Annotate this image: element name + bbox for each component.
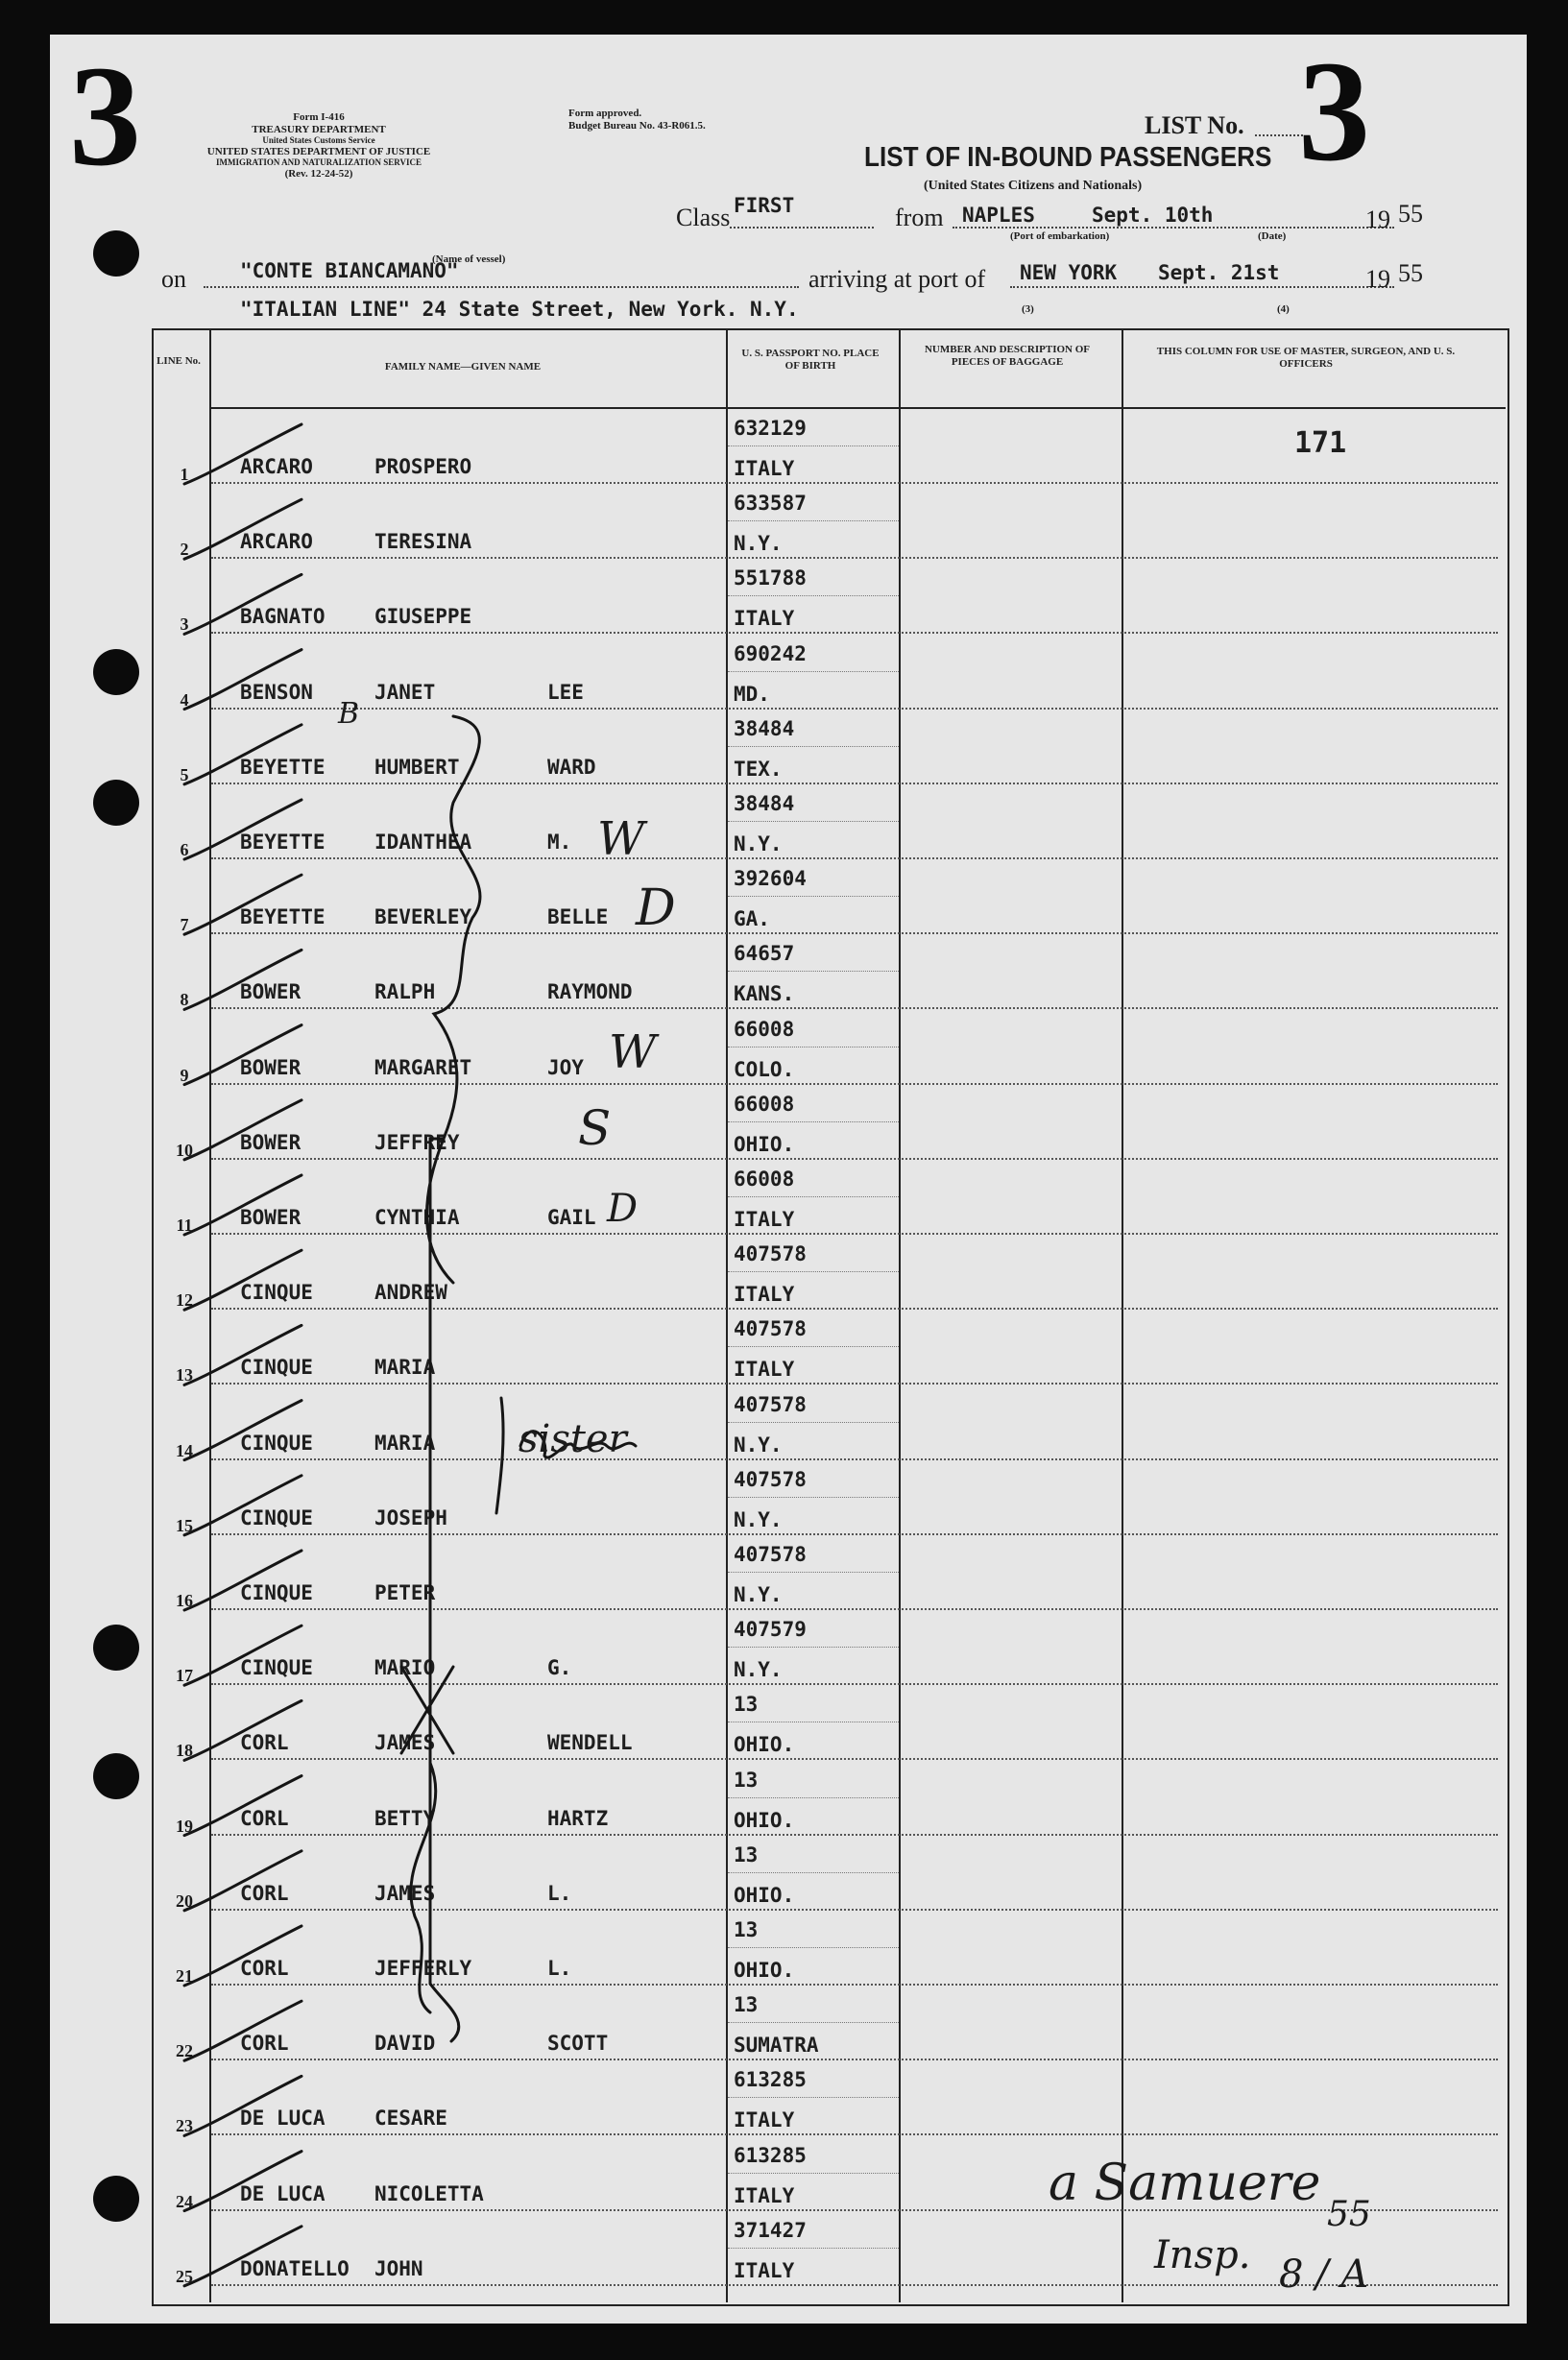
line-number: 13 <box>176 1365 193 1385</box>
given-name: HUMBERT <box>374 755 460 779</box>
passport-number: 407578 <box>734 1543 807 1566</box>
passport-number: 38484 <box>734 716 795 740</box>
middle-name: L. <box>547 1957 572 1980</box>
passport-number: 407579 <box>734 1618 807 1642</box>
passport-number: 632129 <box>734 417 807 440</box>
col-header-line-no: LINE No. <box>157 355 201 367</box>
col-header-baggage: NUMBER AND DESCRIPTION OF PIECES OF BAGGAGE <box>924 344 1091 369</box>
family-name: BEYETTE <box>240 905 326 929</box>
line-number: 23 <box>176 2116 193 2136</box>
immigration-service: IMMIGRATION AND NATURALIZATION SERVICE <box>216 157 422 168</box>
family-name: CORL <box>240 2032 289 2056</box>
given-name: PETER <box>374 1581 436 1604</box>
passport-number: 633587 <box>734 492 807 516</box>
line-number: 5 <box>180 764 189 784</box>
port-note: (Port of embarkation) <box>1010 230 1110 242</box>
form-number: Form I-416 <box>293 111 345 123</box>
line-number: 3 <box>180 614 189 635</box>
given-name: BEVERLEY <box>374 905 472 929</box>
place-of-birth: ITALY <box>734 607 795 631</box>
given-name: DAVID <box>374 2032 436 2056</box>
given-name: MARIA <box>374 1431 436 1455</box>
on-label: on <box>161 265 186 293</box>
passport-number: 407578 <box>734 1242 807 1266</box>
written-list-number: 171 <box>1294 426 1347 460</box>
shipping-line: "ITALIAN LINE" 24 State Street, New York. N.Y. <box>240 298 799 321</box>
budget-bureau: Budget Bureau No. 43-R061.5. <box>568 119 706 132</box>
family-name: CINQUE <box>240 1656 313 1680</box>
place-of-birth: N.Y. <box>734 1658 783 1682</box>
given-name: BETTY <box>374 1806 436 1830</box>
line-number: 15 <box>176 1515 193 1535</box>
family-name: BOWER <box>240 1130 302 1154</box>
middle-name: GAIL <box>547 1206 596 1229</box>
check-mark <box>184 2076 302 2135</box>
family-name: BEYETTE <box>240 831 326 854</box>
place-of-birth: GA. <box>734 907 770 931</box>
family-name: ARCARO <box>240 530 313 554</box>
officer-signature-note: Insp. <box>1154 2233 1251 2277</box>
given-name: JEFFREY <box>374 1130 460 1154</box>
date-note: (Date) <box>1258 230 1287 242</box>
check-mark <box>184 1626 302 1685</box>
line-number: 2 <box>180 540 189 560</box>
middle-name: M. <box>547 831 572 854</box>
from-date: Sept. 10th <box>1092 204 1214 227</box>
family-name: ARCARO <box>240 455 313 478</box>
line-number: 20 <box>176 1890 193 1911</box>
arrival-date: Sept. 21st <box>1158 261 1280 284</box>
treasury-dept: TREASURY DEPARTMENT <box>252 123 386 135</box>
passport-number: 66008 <box>734 1168 795 1191</box>
footer-code: 55 <box>1327 2195 1371 2234</box>
place-of-birth: N.Y. <box>734 1507 783 1531</box>
passport-number: 13 <box>734 1768 759 1792</box>
given-name: GIUSEPPE <box>374 605 472 629</box>
class-value: FIRST <box>734 194 795 217</box>
hand-mark-row10: S <box>578 1100 612 1156</box>
line-number: 14 <box>176 1440 193 1460</box>
place-of-birth: ITALY <box>734 2258 795 2282</box>
manifest-page <box>50 35 1527 2324</box>
given-name: JOHN <box>374 2256 423 2280</box>
middle-name: LEE <box>547 680 584 704</box>
family-name: DE LUCA <box>240 2107 326 2131</box>
check-mark <box>184 2227 302 2286</box>
place-of-birth: MD. <box>734 682 770 706</box>
family-name: BOWER <box>240 1055 302 1079</box>
place-of-birth: ITALY <box>734 2183 795 2207</box>
officer-signature: a Samuere <box>1049 2155 1321 2212</box>
passport-number: 66008 <box>734 1017 795 1041</box>
check-mark <box>184 2152 302 2211</box>
note-3: (3) <box>1022 303 1034 315</box>
given-name: CESARE <box>374 2107 447 2131</box>
hand-mark-row14: sister <box>519 1417 627 1461</box>
given-name: MARGARET <box>374 1055 472 1079</box>
hand-mark-row5: B <box>338 697 360 731</box>
line-number: 9 <box>180 1065 189 1085</box>
check-mark <box>184 499 302 559</box>
place-of-birth: ITALY <box>734 457 795 480</box>
place-of-birth: OHIO. <box>734 1883 795 1907</box>
note-4: (4) <box>1277 303 1290 315</box>
family-name: CINQUE <box>240 1505 313 1529</box>
line-number: 8 <box>180 990 189 1010</box>
line-number: 4 <box>180 689 189 710</box>
check-mark <box>184 950 302 1009</box>
line-number: 7 <box>180 915 189 935</box>
family-name: CORL <box>240 1806 289 1830</box>
line-number: 1 <box>180 465 189 484</box>
check-mark <box>184 1551 302 1610</box>
check-mark <box>184 1325 302 1385</box>
hand-mark-row6: W <box>597 812 645 866</box>
list-no-label: LIST No. <box>1145 111 1244 139</box>
check-mark <box>184 1175 302 1235</box>
family-name: CORL <box>240 1881 289 1905</box>
middle-name: WENDELL <box>547 1731 633 1755</box>
line-number: 18 <box>176 1741 193 1761</box>
check-mark <box>184 1025 302 1085</box>
middle-name: BELLE <box>547 905 609 929</box>
vessel-note: (Name of vessel) <box>432 253 506 265</box>
col-header-name: FAMILY NAME—GIVEN NAME <box>384 361 542 373</box>
passport-number: 371427 <box>734 2218 807 2242</box>
hand-mark-row11: D <box>607 1187 639 1231</box>
family-name: DE LUCA <box>240 2181 326 2205</box>
arrival-port: NEW YORK <box>1020 261 1118 284</box>
check-mark <box>184 2001 302 2060</box>
check-mark <box>184 1100 302 1160</box>
check-mark <box>184 1250 302 1310</box>
check-mark <box>184 875 302 934</box>
middle-name: SCOTT <box>547 2032 609 2056</box>
given-name: ANDREW <box>374 1281 447 1305</box>
place-of-birth: COLO. <box>734 1057 795 1081</box>
middle-name: RAYMOND <box>547 980 633 1004</box>
line-number: 6 <box>180 840 189 859</box>
check-mark <box>184 574 302 634</box>
passport-number: 13 <box>734 1993 759 2017</box>
footer-fraction: 8 / A <box>1279 2252 1369 2297</box>
place-of-birth: ITALY <box>734 1283 795 1307</box>
place-of-birth: N.Y. <box>734 832 783 855</box>
check-mark <box>184 1476 302 1535</box>
line-number: 17 <box>176 1666 193 1686</box>
passport-number: 13 <box>734 1693 759 1717</box>
page-number-right: 3 <box>1298 35 1370 191</box>
passport-number: 66008 <box>734 1092 795 1116</box>
place-of-birth: ITALY <box>734 1358 795 1382</box>
line-number: 22 <box>176 2041 193 2061</box>
family-name: CORL <box>240 1731 289 1755</box>
check-mark <box>184 800 302 859</box>
given-name: IDANTHEA <box>374 831 472 854</box>
passport-number: 407578 <box>734 1467 807 1491</box>
check-mark <box>184 1926 302 1986</box>
from-label: from <box>895 204 944 231</box>
line-number: 12 <box>176 1290 193 1311</box>
given-name: JANET <box>374 680 436 704</box>
middle-name: L. <box>547 1881 572 1905</box>
check-mark <box>184 650 302 710</box>
family-name: CINQUE <box>240 1431 313 1455</box>
line-number: 25 <box>176 2266 193 2286</box>
passport-number: 392604 <box>734 867 807 891</box>
passport-number: 613285 <box>734 2068 807 2092</box>
check-mark <box>184 1700 302 1760</box>
form-approved: Form approved. <box>568 108 642 119</box>
hand-mark-row7: D <box>636 879 676 937</box>
given-name: MARIA <box>374 1356 436 1380</box>
passport-number: 407578 <box>734 1317 807 1341</box>
given-name: RALPH <box>374 980 436 1004</box>
given-name: NICOLETTA <box>374 2181 484 2205</box>
check-mark <box>184 725 302 784</box>
place-of-birth: KANS. <box>734 982 795 1006</box>
passport-number: 13 <box>734 1842 759 1866</box>
family-name: CINQUE <box>240 1281 313 1305</box>
given-name: MARIO <box>374 1656 436 1680</box>
given-name: JAMES <box>374 1881 436 1905</box>
given-name: JAMES <box>374 1731 436 1755</box>
line-number: 24 <box>176 2191 193 2211</box>
vessel-name: "CONTE BIANCAMANO" <box>240 259 459 282</box>
family-name: BOWER <box>240 980 302 1004</box>
place-of-birth: N.Y. <box>734 532 783 556</box>
passport-number: 690242 <box>734 641 807 665</box>
passport-number: 613285 <box>734 2143 807 2167</box>
form-subtitle: (United States Citizens and Nationals) <box>924 179 1143 193</box>
check-mark <box>184 1401 302 1460</box>
customs-service: United States Customs Service <box>262 135 375 146</box>
middle-name: G. <box>547 1656 572 1680</box>
family-name: BOWER <box>240 1206 302 1229</box>
passport-number: 407578 <box>734 1392 807 1416</box>
place-of-birth: N.Y. <box>734 1583 783 1606</box>
check-mark <box>184 1851 302 1911</box>
given-name: CYNTHIA <box>374 1206 460 1229</box>
family-name: CORL <box>240 1957 289 1980</box>
place-of-birth: OHIO. <box>734 1808 795 1832</box>
middle-name: WARD <box>547 755 596 779</box>
place-of-birth: OHIO. <box>734 1733 795 1757</box>
place-of-birth: ITALY <box>734 1208 795 1231</box>
passport-number: 38484 <box>734 792 795 815</box>
family-name: DONATELLO <box>240 2256 350 2280</box>
passport-number: 64657 <box>734 942 795 966</box>
given-name: JEFFERLY <box>374 1957 472 1980</box>
place-of-birth: SUMATRA <box>734 2034 819 2058</box>
place-of-birth: TEX. <box>734 757 783 781</box>
year-prefix: 19 <box>1365 205 1390 233</box>
arrival-year: 55 <box>1398 259 1423 287</box>
line-number: 10 <box>176 1140 193 1160</box>
family-name: BEYETTE <box>240 755 326 779</box>
check-mark <box>184 424 302 484</box>
line-number: 21 <box>176 1966 193 1986</box>
year-value: 55 <box>1398 200 1423 228</box>
arrival-year-prefix: 19 <box>1365 265 1390 293</box>
family-name: BENSON <box>240 680 313 704</box>
from-port: NAPLES <box>962 204 1035 227</box>
family-name: CINQUE <box>240 1581 313 1604</box>
line-number: 16 <box>176 1591 193 1610</box>
hand-mark-row9: W <box>609 1025 657 1079</box>
place-of-birth: ITALY <box>734 2108 795 2132</box>
given-name: JOSEPH <box>374 1505 447 1529</box>
arriving-label: arriving at port of <box>808 265 986 293</box>
justice-dept: UNITED STATES DEPARTMENT OF JUSTICE <box>206 145 431 157</box>
col-header-officers: THIS COLUMN FOR USE OF MASTER, SURGEON, AND U. S. OFFICERS <box>1156 346 1456 371</box>
form-title: LIST OF IN-BOUND PASSENGERS <box>864 142 1272 173</box>
page-number-left: 3 <box>69 36 141 196</box>
line-number: 11 <box>176 1216 193 1235</box>
given-name: TERESINA <box>374 530 472 554</box>
handwriting-overlay <box>50 35 1527 2324</box>
check-mark <box>184 1776 302 1836</box>
form-revision: (Rev. 12-24-52) <box>284 167 353 180</box>
col-header-passport: U. S. PASSPORT NO. PLACE OF BIRTH <box>741 348 880 373</box>
place-of-birth: OHIO. <box>734 1959 795 1982</box>
line-number: 19 <box>176 1816 193 1836</box>
given-name: PROSPERO <box>374 455 472 478</box>
place-of-birth: OHIO. <box>734 1132 795 1156</box>
family-name: BAGNATO <box>240 605 326 629</box>
passport-number: 551788 <box>734 566 807 590</box>
place-of-birth: N.Y. <box>734 1433 783 1457</box>
class-label: Class <box>676 204 731 231</box>
passport-number: 13 <box>734 1918 759 1941</box>
family-name: CINQUE <box>240 1356 313 1380</box>
middle-name: HARTZ <box>547 1806 609 1830</box>
middle-name: JOY <box>547 1055 584 1079</box>
